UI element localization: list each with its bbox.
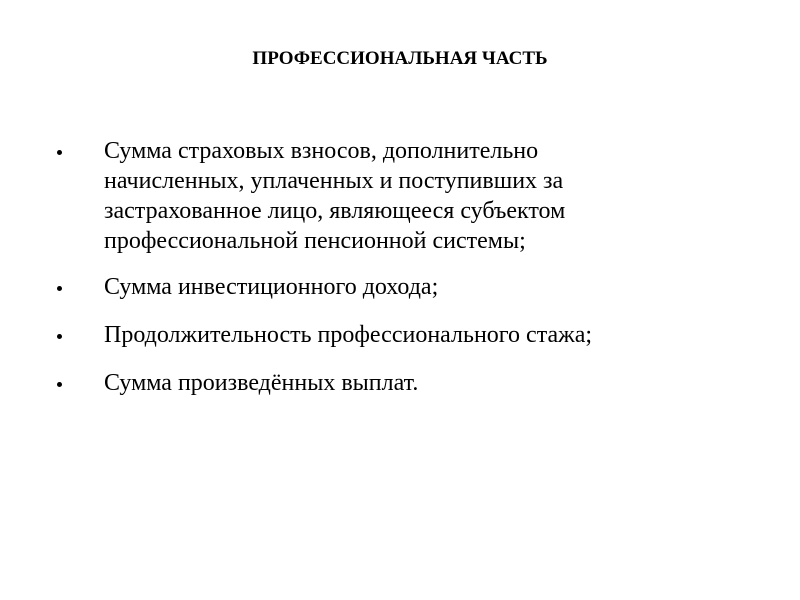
list-item	[0, 272, 800, 302]
list-item-text: Продолжительность профессионального стажа;	[104, 322, 593, 348]
bullet-dot-icon	[57, 150, 62, 155]
bullet-list	[0, 136, 800, 416]
bullet-dot-icon	[57, 334, 62, 339]
bullet-dot-icon	[57, 382, 62, 387]
bullet-dot-icon	[57, 286, 62, 291]
list-item	[0, 368, 800, 398]
list-item-text: Сумма произведённых выплат.	[104, 370, 419, 396]
list-item	[0, 320, 800, 350]
list-item	[0, 136, 800, 256]
slide-title: ПРОФЕССИОНАЛЬНАЯ ЧАСТЬ	[252, 48, 548, 69]
list-item-text: Сумма страховых взносов, дополнительно начисленных, уплаченных и поступивших за застрахованное лицо, являющееся субъектом профессиональной пенсионной системы;	[104, 138, 566, 254]
list-item-text: Сумма инвестиционного дохода;	[104, 274, 439, 300]
